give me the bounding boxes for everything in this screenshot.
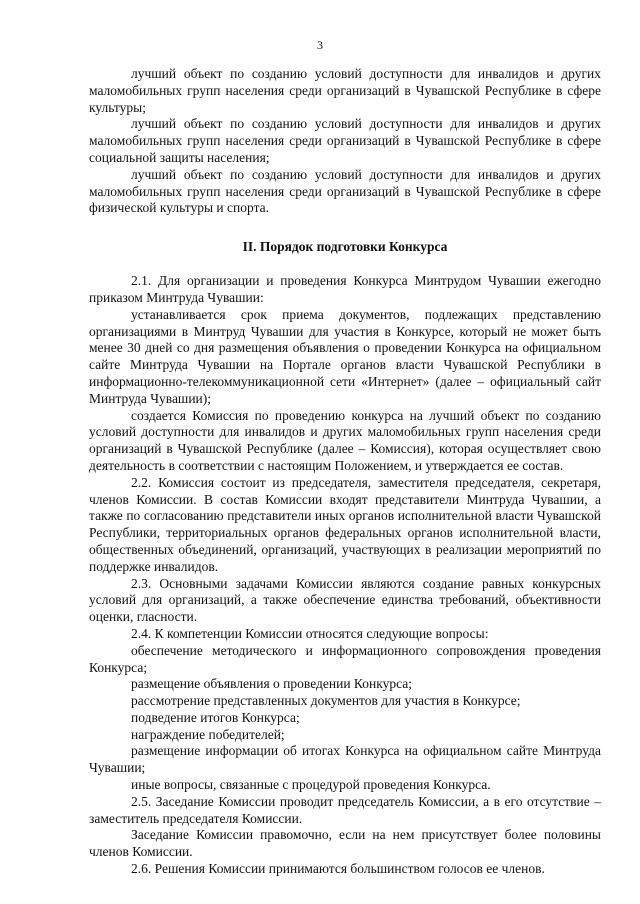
paragraph: 2.1. Для организации и проведения Конкурса Минтрудом Чувашии ежегодно приказом Минтруда Чувашии: bbox=[89, 273, 601, 305]
paragraph: 2.6. Решения Комиссии принимаются большинством голосов ее членов. bbox=[131, 861, 545, 877]
paragraph: лучший объект по созданию условий доступности для инвалидов и других маломобильных групп населения среди организаций в Чувашской Республике в сфере социальной защиты населения; bbox=[89, 116, 601, 165]
paragraph: 2.4. К компетенции Комиссии относятся следующие вопросы: bbox=[131, 625, 489, 641]
paragraph: 2.2. Комиссия состоит из председателя, заместителя председателя, секретаря, членов Комиссии. В состав Комиссии входят представители Минтруда Чувашии, а также по согласованию представители иных органов исполнительной власти Чувашской Республики, территориальных органов федеральных органов исполнительной власти, общественных объединений, организаций, участвующих в реализации мероприятий по поддержке инвалидов. bbox=[89, 474, 601, 574]
paragraph: рассмотрение представленных документов для участия в Конкурсе; bbox=[131, 693, 521, 709]
document-body bbox=[89, 66, 601, 878]
paragraph: награждение победителей; bbox=[131, 726, 285, 742]
paragraph: лучший объект по созданию условий доступности для инвалидов и других маломобильных групп населения среди организаций в Чувашской Республике в сфере культуры; bbox=[89, 66, 601, 115]
paragraph: создается Комиссия по проведению конкурса на лучший объект по созданию условий доступности для инвалидов и других маломобильных групп населения среди организаций в Чувашской Республике (далее – Комиссия), которая осуществляет свою деятельность в соответствии с настоящим Положением, и утверждается ее состав. bbox=[89, 407, 601, 473]
paragraph: Заседание Комиссии правомочно, если на нем присутствует более половины членов Комиссии. bbox=[89, 827, 601, 860]
paragraph: размещение информации об итогах Конкурса на официальном сайте Минтруда Чувашии; bbox=[89, 743, 601, 776]
section-heading: II. Порядок подготовки Конкурса bbox=[242, 239, 448, 255]
paragraph: 2.5. Заседание Комиссии проводит председатель Комиссии, а в его отсутствие – заместитель председателя Комиссии. bbox=[89, 793, 601, 826]
paragraph: лучший объект по созданию условий доступности для инвалидов и других маломобильных групп населения среди организаций в Чувашской Республике в сфере физической культуры и спорта. bbox=[89, 166, 601, 216]
paragraph: подведение итогов Конкурса; bbox=[131, 709, 300, 725]
paragraph: устанавливается срок приема документов, подлежащих представлению организациями в Минтруд Чувашии для участия в Конкурсе, который не может быть менее 30 дней со дня размещения объявления о проведении Конкурса на официальном сайте Минтруда Чувашии на Портале органов власти Чувашской Республики в информационно-телекоммуникационной сети «Интернет» (далее – официальный сайт Минтруда Чувашии); bbox=[89, 306, 601, 406]
page-number: 3 bbox=[317, 38, 323, 52]
paragraph: иные вопросы, связанные с процедурой проведения Конкурса. bbox=[131, 777, 491, 793]
paragraph: обеспечение методического и информационного сопровождения проведения Конкурса; bbox=[89, 642, 601, 675]
paragraph: размещение объявления о проведении Конкурса; bbox=[131, 676, 412, 692]
paragraph: 2.3. Основными задачами Комиссии являются создание равных конкурсных условий для организаций, а также обеспечение единства требований, объективности оценки, гласности. bbox=[89, 575, 601, 625]
